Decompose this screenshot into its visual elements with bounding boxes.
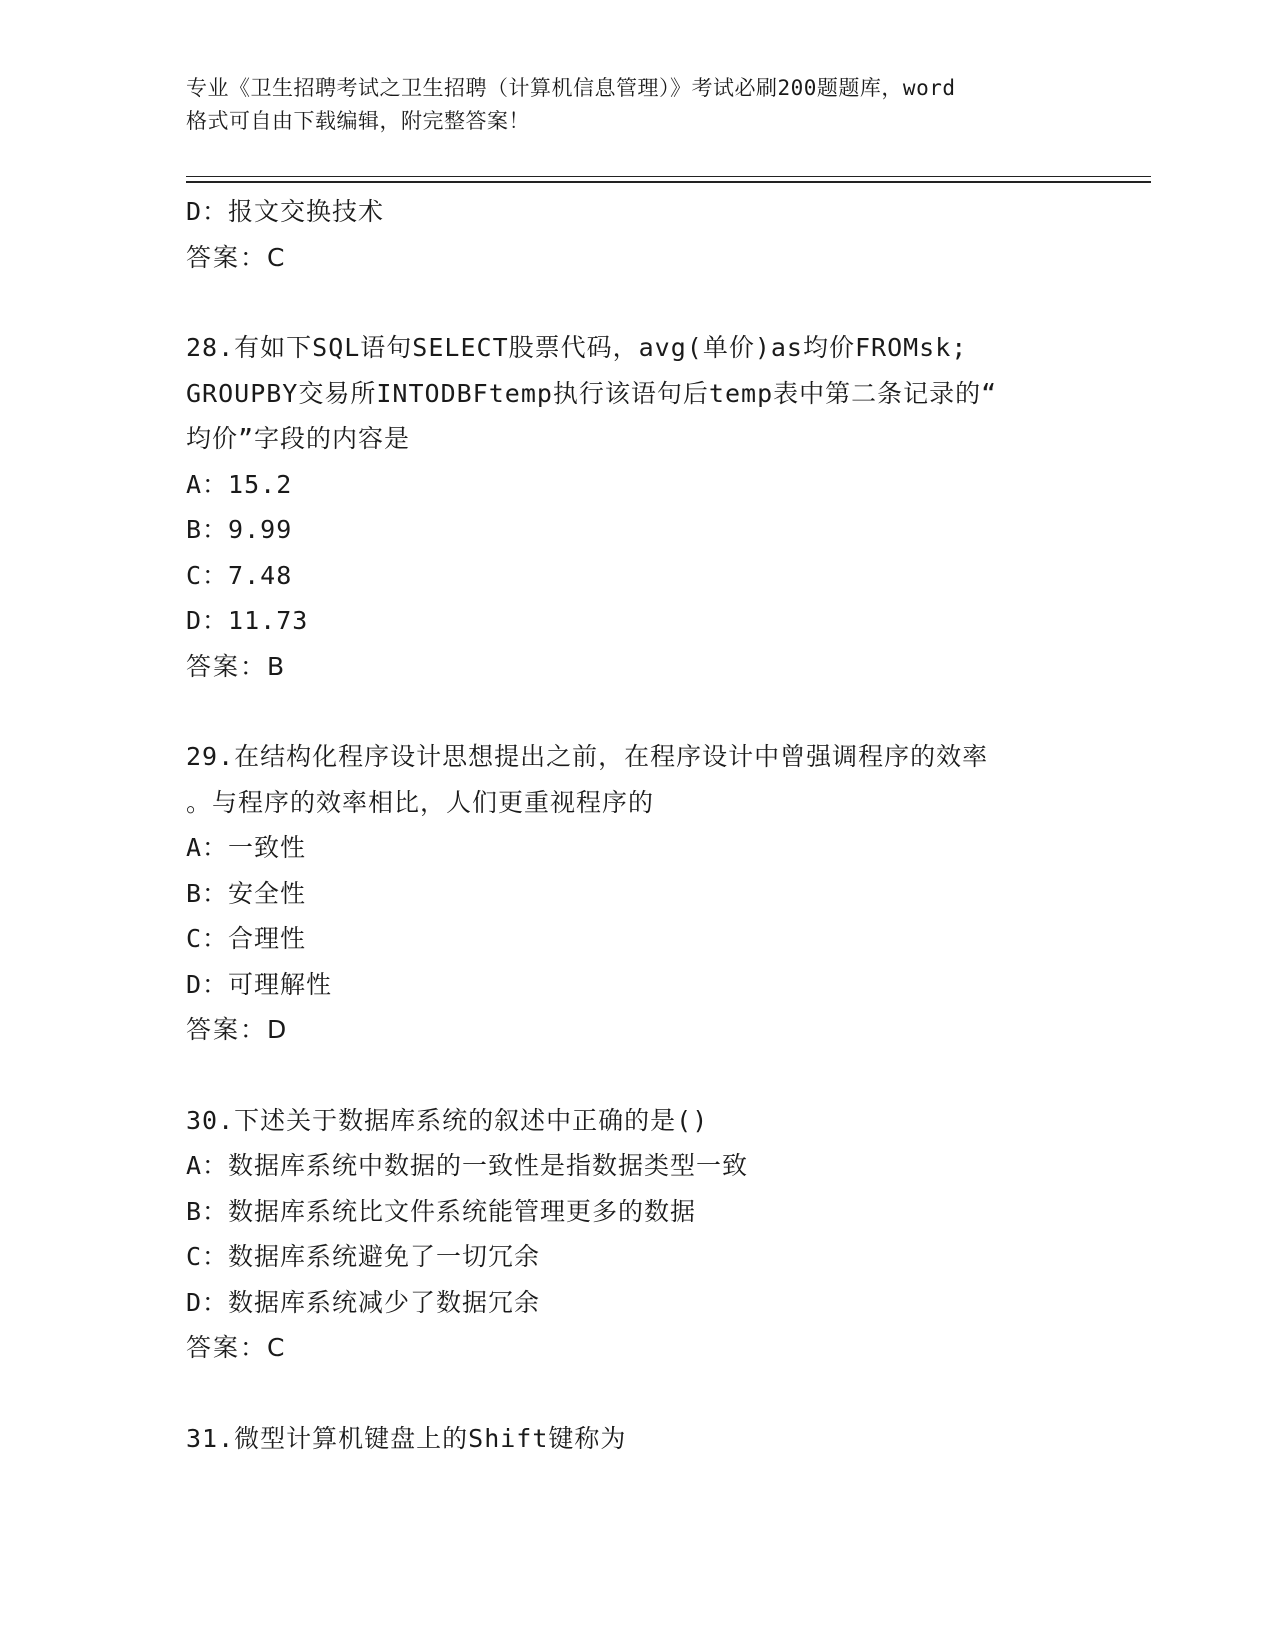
question-28-stem-line-2: GROUPBY交易所INTODBFtemp执行该语句后temp表中第二条记录的“ [186,378,998,408]
question-30-stem-line-1: 30.下述关于数据库系统的叙述中正确的是() [186,1105,709,1135]
question-28-stem-line-3: 均价”字段的内容是 [186,424,411,453]
question-30-option-b: B：数据库系统比文件系统能管理更多的数据 [186,1196,697,1226]
question-29-option-a: A：一致性 [186,833,307,862]
document-header [186,72,1086,138]
question-gap [186,689,1086,734]
question-gap [186,280,1086,325]
question-30-option-d: D：数据库系统减少了数据冗余 [186,1287,541,1317]
header-rule-thick [186,181,1151,183]
question-29-answer: 答案：D [186,1015,289,1044]
question-gap [186,1053,1086,1098]
question-gap [186,1371,1086,1416]
question-28-option-b: B：9.99 [186,515,293,544]
question-31-stem-line-1: 31.微型计算机键盘上的Shift键称为 [186,1423,627,1453]
answer-line: 答案：C [186,242,287,272]
question-content [186,189,1086,1461]
option-d: D：报文交换技术 [186,197,385,226]
question-29-stem-line-2: 。与程序的效率相比，人们更重视程序的 [186,787,655,817]
question-28-option-c: C：7.48 [186,560,293,590]
header-line-2: 格式可自由下载编辑，附完整答案！ [186,109,530,133]
question-28-option-a: A：15.2 [186,469,293,499]
question-30-option-c: C：数据库系统避免了一切冗余 [186,1242,541,1271]
question-28-option-d: D：11.73 [186,606,309,635]
question-29-stem-line-1: 29.在结构化程序设计思想提出之前，在程序设计中曾强调程序的效率 [186,742,989,771]
question-29-option-c: C：合理性 [186,924,307,953]
question-28-stem-line-1: 28.有如下SQL语句SELECT股票代码，avg(单价)as均价FROMsk; [186,333,968,362]
question-29-option-b: B：安全性 [186,878,307,908]
question-29-option-d: D：可理解性 [186,969,333,999]
question-30-option-a: A：数据库系统中数据的一致性是指数据类型一致 [186,1151,749,1180]
header-line-1: 专业《卫生招聘考试之卫生招聘（计算机信息管理）》考试必刷200题题库，word [186,76,956,100]
header-rule-thin [186,176,1151,177]
question-28-answer: 答案：B [186,651,287,681]
question-30-answer: 答案：C [186,1333,287,1362]
